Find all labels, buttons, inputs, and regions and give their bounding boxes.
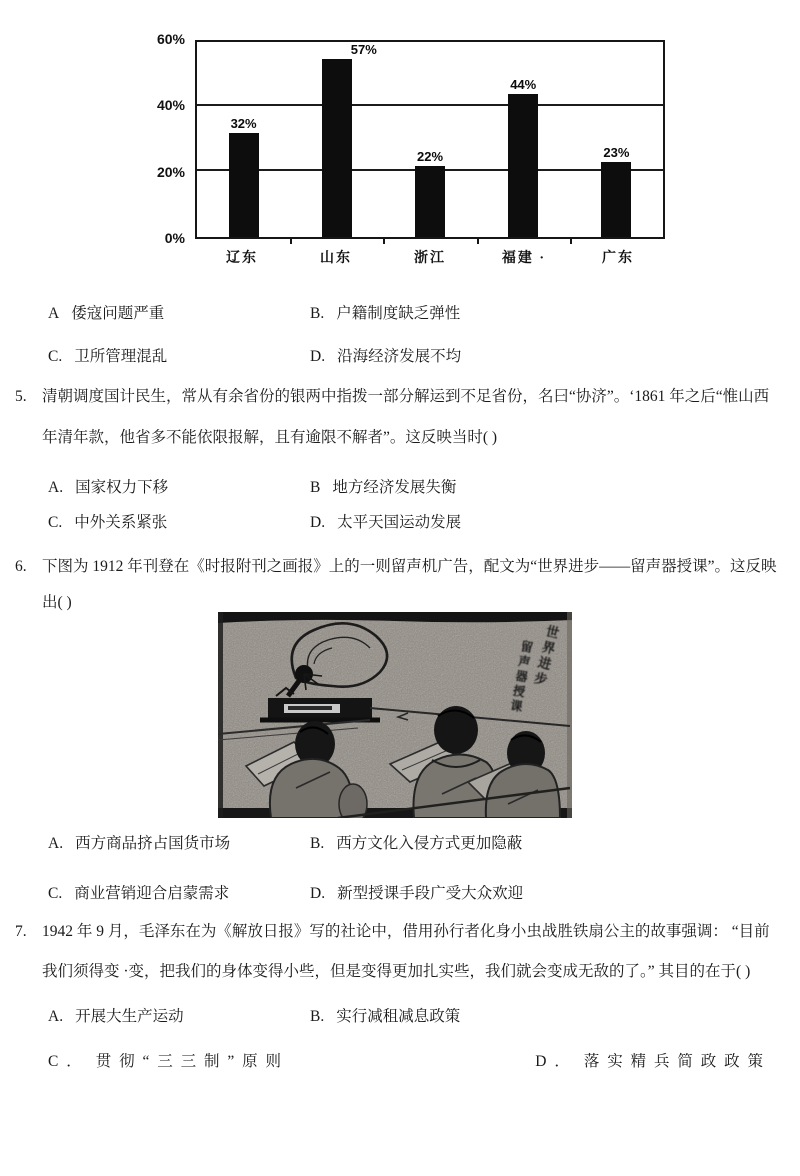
option-label: C. — [48, 514, 63, 531]
illustration-caption-1: 世界进步 — [529, 623, 560, 689]
q7-option-d — [535, 1051, 765, 1072]
q7-line1: 1942 年 9 月，毛泽东在为《解放日报》写的社论中，借用孙行者化身小虫战胜铁扇公主的故事强调： “目前 — [42, 923, 770, 940]
x-axis-category-label: 辽东 — [226, 251, 258, 266]
x-axis-tick — [570, 237, 572, 244]
x-axis-tick — [477, 237, 479, 244]
bar-value-label: 32% — [230, 116, 257, 131]
chart-y-axis — [135, 31, 195, 247]
option-text: 西方商品挤占国货市场 — [75, 835, 231, 852]
option-text: 沿海经济发展不均 — [337, 348, 462, 365]
x-axis-category-label: 广东 — [602, 251, 634, 266]
q6-option-a — [48, 833, 310, 854]
bar — [415, 166, 445, 238]
option-text: 贯 彻 “ 三 三 制 ” 原 则 — [95, 1053, 283, 1070]
y-axis-tick-label: 40% — [156, 97, 185, 114]
bar — [601, 162, 631, 237]
q6-option-c — [48, 883, 310, 904]
q5-option-d — [310, 512, 461, 533]
y-axis-tick-label: 20% — [156, 163, 185, 180]
q5-line2: 年清年款，他省多不能依限报解，且有逾限不解者”。这反映当时( ) — [42, 429, 498, 446]
option-label: A — [48, 305, 60, 322]
q5-line1: 清朝调度国计民生，常从有余省份的银两中指拨一部分解运到不足省份，名曰“协济”。‘1861 年之后“惟山西 — [42, 388, 770, 405]
option-text: 西方文化入侵方式更加隐蔽 — [336, 835, 523, 852]
q6-text-line1 — [0, 556, 800, 578]
option-label: A. — [48, 479, 64, 496]
option-text: 倭寇问题严重 — [71, 305, 165, 322]
bar-value-label: 22% — [416, 148, 444, 164]
option-text: 国家权力下移 — [75, 479, 169, 496]
q7-line2: 我们须得变 ·变，把我们的身体变得小些，但是变得更加扎实些，我们就会变成无敌的了。” 其目的在于( ) — [42, 963, 751, 980]
q6-line2: 出( ) — [42, 594, 72, 611]
option-label: D. — [310, 514, 326, 531]
option-text: 新型授课手段广受大众欢迎 — [337, 885, 524, 902]
q6-option-row-cd — [0, 883, 800, 904]
bar-group-1 — [290, 42, 383, 237]
q6-option-row-ab — [0, 833, 800, 854]
x-axis-category-label: 浙江 — [414, 251, 446, 266]
q4-option-row-cd — [0, 346, 800, 367]
q7-option-b — [310, 1006, 460, 1027]
chart-x-axis — [195, 247, 665, 267]
q4-option-d — [310, 346, 461, 367]
option-text: 落 实 精 兵 简 政 政 策 — [583, 1053, 765, 1070]
q5-option-b — [310, 477, 456, 498]
option-label: A. — [48, 1008, 64, 1025]
option-label: D. — [310, 348, 326, 365]
option-text: 太平天国运动发展 — [337, 514, 462, 531]
option-label: C ． — [48, 1053, 84, 1070]
option-text: 开展大生产运动 — [75, 1008, 184, 1025]
x-axis-category-label: 福建 · — [501, 251, 547, 266]
bar-chart — [135, 31, 675, 267]
option-text: 商业营销迎合启蒙需求 — [74, 885, 230, 902]
q7-text-line1 — [0, 921, 800, 943]
bar — [322, 59, 352, 237]
chart-plot-area — [195, 40, 665, 239]
q7-option-c — [48, 1051, 283, 1072]
option-label: D. — [310, 885, 326, 902]
illustration-caption-2: 留声器授课 — [507, 639, 535, 716]
q4-option-b — [310, 303, 460, 324]
y-axis-tick-label: 60% — [156, 31, 185, 48]
q7-text-line2 — [0, 961, 800, 983]
q5-text-line2 — [0, 427, 800, 449]
option-label: B. — [310, 835, 325, 852]
option-text: 户籍制度缺乏弹性 — [336, 305, 461, 322]
q5-option-row-cd — [0, 512, 800, 533]
bar-group-2 — [383, 42, 476, 237]
q5-option-row-ab — [0, 477, 800, 498]
q5-text-line1 — [0, 386, 800, 408]
bar-value-label: 57% — [350, 42, 377, 57]
bar-group-3 — [477, 42, 570, 237]
q5-option-a — [48, 477, 310, 498]
q4-option-row-ab — [0, 303, 800, 324]
bar — [229, 133, 259, 237]
gramophone-advertisement-image — [218, 612, 572, 818]
bar-value-label: 44% — [510, 77, 537, 92]
option-text: 实行减租减息政策 — [336, 1008, 461, 1025]
option-text: 地方经济发展失衡 — [332, 479, 457, 496]
y-axis-tick-label: 0% — [164, 230, 185, 247]
chart-body — [135, 31, 675, 247]
q5-number: 5. — [15, 388, 27, 405]
option-label: B. — [310, 305, 325, 322]
bar — [508, 94, 538, 237]
bar-group-4 — [570, 42, 663, 237]
bar-value-label: 23% — [603, 145, 630, 161]
option-label: C. — [48, 348, 63, 365]
option-text: 中外关系紧张 — [74, 514, 168, 531]
q6-line1: 下图为 1912 年刊登在《时报附刊之画报》上的一则留声机广告，配文为“世界进步——留声器授课”。这反映 — [42, 558, 777, 575]
q7-option-a — [48, 1006, 310, 1027]
q5-option-c — [48, 512, 310, 533]
x-axis-category-label: 山东 — [320, 251, 352, 266]
x-axis-tick — [383, 237, 385, 244]
option-label: B — [310, 479, 321, 496]
q6-text-line2 — [0, 592, 800, 614]
option-label: D ． — [535, 1053, 572, 1070]
q7-number: 7. — [15, 923, 27, 940]
option-text: 卫所管理混乱 — [74, 348, 168, 365]
q4-option-a — [48, 303, 310, 324]
q7-option-row-cd — [0, 1051, 800, 1072]
option-label: C. — [48, 885, 63, 902]
q4-option-c — [48, 346, 310, 367]
q6-option-d — [310, 883, 523, 904]
q6-option-b — [310, 833, 522, 854]
option-label: A. — [48, 835, 64, 852]
q7-option-row-ab — [0, 1006, 800, 1027]
x-axis-tick — [290, 237, 292, 244]
option-label: B. — [310, 1008, 325, 1025]
q6-number: 6. — [15, 558, 27, 575]
bar-group-0 — [197, 42, 290, 237]
